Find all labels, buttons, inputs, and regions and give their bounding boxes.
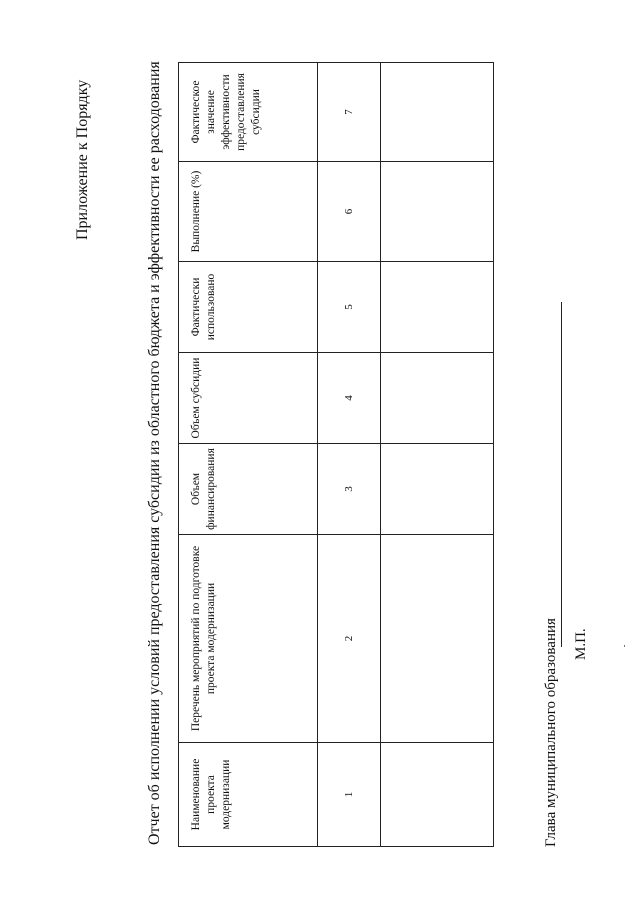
appendix-label: Приложение к Порядку xyxy=(74,79,91,240)
report-title: Отчет об исполнении условий предоставления субсидии из областного бюджета и эффективности ее расходования xyxy=(146,61,163,845)
header-project-name: Наименование проекта модернизации xyxy=(179,743,318,847)
empty-data-row xyxy=(381,63,494,847)
signature-label: Глава муниципального образования xyxy=(543,618,559,847)
column-number-1: 1 xyxy=(318,743,381,847)
report-table xyxy=(178,62,494,847)
empty-cell xyxy=(381,63,494,162)
column-number-2: 2 xyxy=(318,535,381,743)
header-completion-percent: Выполнение (%) xyxy=(179,162,318,262)
header-financing-volume: Объем финансирования xyxy=(179,444,318,535)
column-number-4: 4 xyxy=(318,353,381,444)
table-header-row xyxy=(179,63,318,847)
stamp-placeholder: М.П. xyxy=(573,628,589,660)
header-actually-used: Фактически использовано xyxy=(179,262,318,353)
signature-line xyxy=(561,302,562,647)
column-number-7: 7 xyxy=(318,63,381,162)
empty-cell xyxy=(381,353,494,444)
header-actual-efficiency: Фактическое значение эффективности предоставления субсидии xyxy=(179,63,318,162)
empty-cell xyxy=(381,162,494,262)
header-activities-list: Перечень мероприятий по подготовке проекта модернизации xyxy=(179,535,318,743)
column-number-5: 5 xyxy=(318,262,381,353)
scan-speck xyxy=(624,645,625,647)
empty-cell xyxy=(381,535,494,743)
column-number-row xyxy=(318,63,381,847)
header-subsidy-volume: Объем субсидии xyxy=(179,353,318,444)
empty-cell xyxy=(381,262,494,353)
column-number-3: 3 xyxy=(318,444,381,535)
empty-cell xyxy=(381,743,494,847)
empty-cell xyxy=(381,444,494,535)
column-number-6: 6 xyxy=(318,162,381,262)
